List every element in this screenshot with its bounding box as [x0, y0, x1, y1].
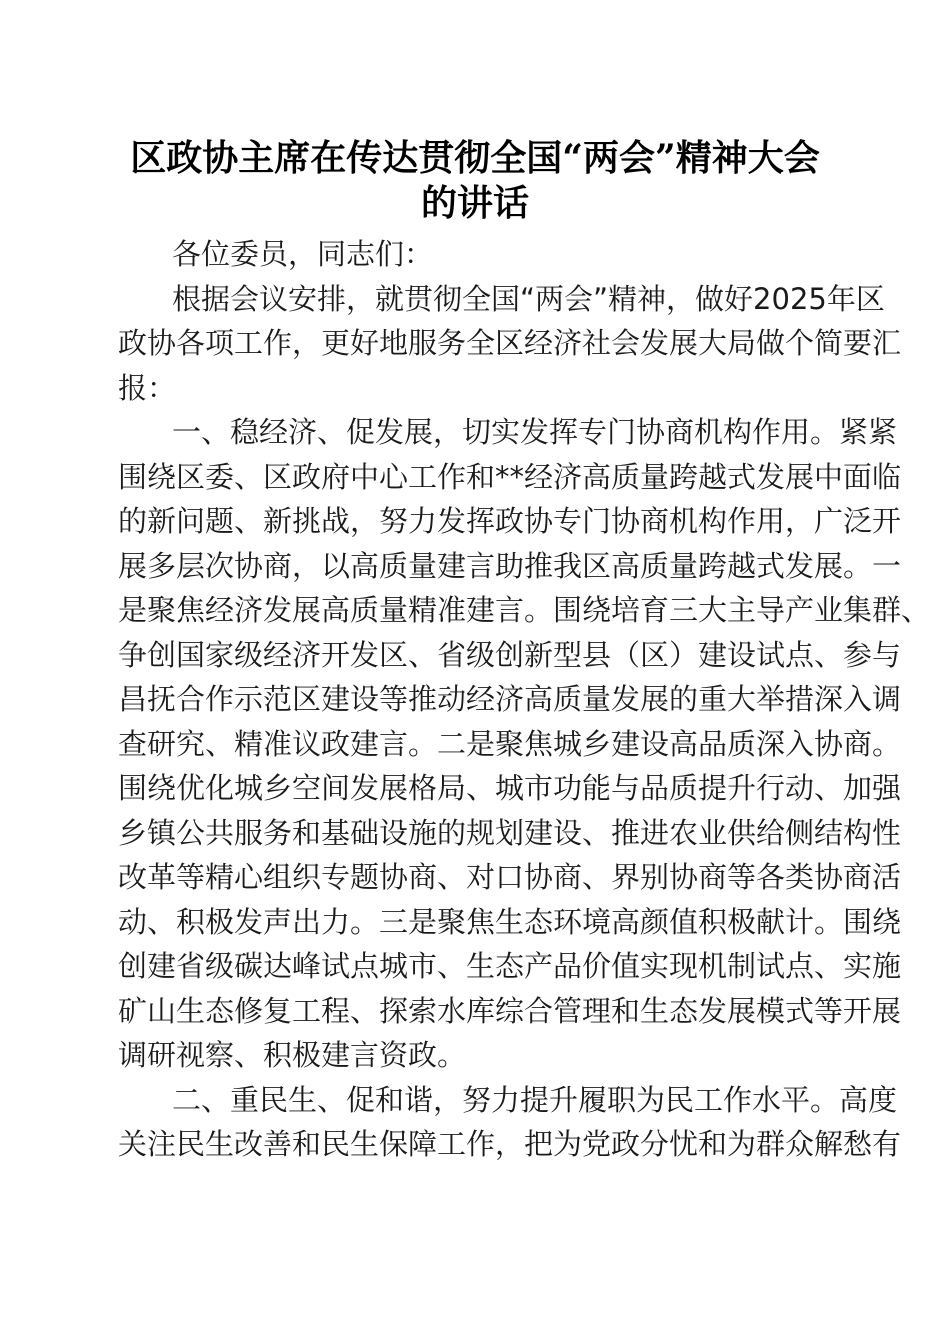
- paragraph-line: 查研究、精准议政建言。二是聚焦城乡建设高品质深入协商。: [118, 726, 902, 761]
- paragraph-line: 是聚焦经济发展高质量精准建言。围绕培育三大主导产业集群、: [118, 593, 931, 627]
- paragraph: [118, 277, 902, 411]
- paragraph-line: 关注民生改善和民生保障工作，把为党政分忧和为群众解愁有: [118, 1127, 902, 1161]
- paragraph-line: 乡镇公共服务和基础设施的规划建设、推进农业供给侧结构性: [118, 815, 902, 850]
- paragraph-line: 根据会议安排，就贯彻全国“两会”精神，做好2025年区: [172, 281, 885, 316]
- paragraph-line: 各位委员，同志们：: [172, 237, 434, 271]
- paragraph-line: 政协各项工作，更好地服务全区经济社会发展大局做个简要汇: [118, 326, 902, 360]
- paragraph: [118, 410, 931, 1078]
- paragraph-line: 矿山生态修复工程、探索水库综合管理和生态发展模式等开展: [118, 993, 902, 1028]
- paragraph-line: 争创国家级经济开发区、省级创新型县（区）建设试点、参与: [118, 637, 902, 672]
- paragraph-line: 昌抚合作示范区建设等推动经济高质量发展的重大举措深入调: [118, 682, 902, 716]
- paragraph-line: 改革等精心组织专题协商、对口协商、界别协商等各类协商活: [118, 860, 902, 894]
- paragraph-line: 展多层次协商，以高质量建言助推我区高质量跨越式发展。一: [118, 548, 902, 583]
- document-body: [118, 232, 931, 1167]
- paragraph-line: 围绕区委、区政府中心工作和**经济高质量跨越式发展中面临: [118, 459, 902, 494]
- paragraph-line: 二、重民生、促和谐，努力提升履职为民工作水平。高度: [172, 1082, 898, 1117]
- paragraph-line: 围绕优化城乡空间发展格局、城市功能与品质提升行动、加强: [118, 771, 902, 805]
- paragraph-line: 一、稳经济、促发展，切实发挥专门协商机构作用。紧紧: [172, 415, 898, 449]
- document-title: [100, 136, 850, 226]
- paragraph: [118, 232, 822, 277]
- title-line-1: 区政协主席在传达贯彻全国“两会”精神大会: [130, 137, 820, 179]
- paragraph: [118, 1078, 902, 1167]
- paragraph-line: 调研视察、积极建言资政。: [118, 1038, 467, 1072]
- paragraph-line: 动、积极发声出力。三是聚焦生态环境高颜值积极献计。围绕: [118, 904, 902, 939]
- title-line-2: 的讲话: [420, 182, 529, 224]
- paragraph-line: 的新问题、新挑战，努力发挥政协专门协商机构作用，广泛开: [118, 504, 902, 538]
- paragraph-line: 创建省级碳达峰试点城市、生态产品价值实现机制试点、实施: [118, 949, 902, 983]
- paragraph-line: 报：: [118, 370, 177, 405]
